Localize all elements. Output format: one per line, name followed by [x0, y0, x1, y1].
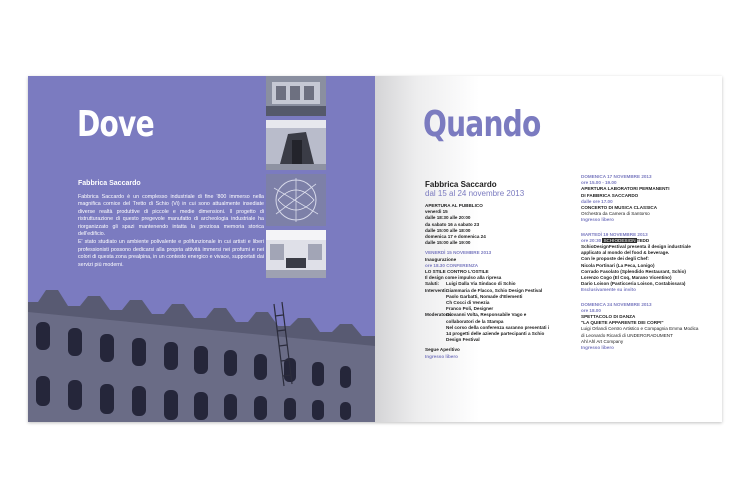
opening-heading: APERTURA AL PUBBLICO	[425, 203, 483, 208]
venue-paragraph-1: Fabbrica Saccardo è un complesso industriale di fine '800 immerso nella magnifica cornice del Tretto di Schio (Vi) in cui sono attualmente insediate diverse realtà produttive di piccole e medie dimensioni. Il progetto di ristrutturazione di questo pregevole manufatto di archeologia industriale ha riorganizzato gli spazi mantenendo intatta la preziosa memoria storica dell'edificio.	[78, 194, 264, 238]
conference-row: Ch Cocci di Venezia	[446, 300, 490, 306]
inauguration-time: ore 18.30 CONFERENZA	[425, 262, 479, 268]
schedule-column-left	[425, 180, 555, 360]
venue-label: Fabbrica Saccardo	[78, 180, 141, 187]
opening-line-5: domenica 17 e domenica 24	[425, 234, 486, 240]
venue-description	[78, 194, 264, 270]
event-day: DOMENICA 17 NOVEMBRE 2013	[581, 174, 652, 179]
event-line: applicato al mondo del food & beverage.	[581, 250, 670, 256]
conference-title: LO STILE CONTRO L'OSTILE	[425, 269, 489, 275]
right-page	[375, 76, 722, 422]
event-badge-tail: TEDD	[636, 237, 650, 243]
opening-line-2: dalle 18:30 alle 20:00	[425, 215, 471, 221]
conference-row: Interventi: Giammaria de Flacco, Schio Design Festival	[425, 287, 543, 293]
event-line: "LA QUIETE APPARENTE DEI CORPI"	[581, 320, 664, 326]
conference-row: Franco Poli, Designer	[446, 306, 494, 312]
inauguration-day: VENERDÌ 15 NOVEMBRE 2013	[425, 250, 492, 256]
event-line: SPETTACOLO DI DANZA	[581, 314, 636, 320]
event-line: Dario Loison (Pasticceria Loison, Costabissara)	[581, 281, 686, 287]
conference-row: Moderatore: Giovanni Volta, Responsabile Vago e collaboratori de la Stampa	[425, 312, 527, 324]
interior-photo-3	[266, 174, 326, 226]
event-badge: SCHIODESIGN	[603, 237, 636, 243]
conference-row: Paolo Garbatti, Nomade d'Elementi	[446, 293, 523, 299]
event-free-entry: Ingresso libero	[581, 345, 614, 351]
page-title-dove: Dove	[77, 104, 154, 145]
event-time: ore 15.00 - 19.00	[581, 180, 617, 186]
interior-photo-2	[266, 120, 326, 170]
event-time: ore 20:30	[581, 237, 602, 243]
photo-strip	[266, 76, 326, 286]
conference-subtitle: Il design come impulso alla ripresa	[425, 275, 502, 281]
event-line: CONCERTO DI MUSICA CLASSICA	[581, 205, 658, 211]
event-invite-only: Esclusivamente su invito	[581, 287, 636, 293]
opening-line-4: dalle 15:00 alle 18:00	[425, 227, 471, 233]
inauguration-heading: Inaugurazione	[425, 256, 457, 262]
event-time: ore 18.00	[581, 307, 601, 313]
event-line: Corrado Fasolato (Splendido Restaurant, Schio)	[581, 268, 686, 274]
event-line: Orchestra da Camera di Santorso	[581, 211, 650, 217]
brochure-spread	[28, 76, 722, 422]
left-page	[28, 76, 375, 422]
opening-line-1: venerdì 15	[425, 209, 448, 215]
event-note: di Leonardo Ricardi di UNDERGRADUMENT	[581, 332, 673, 338]
event-day: MARTEDÌ 19 NOVEMBRE 2013	[581, 231, 648, 237]
event-line: SchioDesignFestival presenta il design industriale	[581, 244, 691, 250]
interior-photo-4	[266, 230, 326, 278]
schedule-column-right	[581, 174, 711, 351]
schedule-venue: Fabbrica Saccardo	[425, 180, 497, 189]
event-day: DOMENICA 24 NOVEMBRE 2013	[581, 301, 652, 307]
event-time: dalle ore 17.00	[581, 198, 613, 204]
event-line: DI FABBRICA SACCARDO	[581, 192, 639, 198]
free-entry-note: Ingresso libero	[425, 353, 458, 359]
opening-line-3: da sabato 16 a sabato 23	[425, 221, 480, 227]
factory-building-photo	[28, 276, 375, 422]
event-line: Con le proposte dei degli Chef:	[581, 256, 649, 262]
event-line: APERTURA LABORATORI PERMANENTI	[581, 186, 670, 192]
venue-paragraph-2: E' stato studiato un ambiente polivalente e polifunzionale in cui artisti e liberi professionisti possono dedicarsi alla propria attività immersi nei profumi e nei colori di questa zona prealpina, in un contesto energico e vivace, supportati dai servizi più moderni.	[78, 239, 264, 268]
conference-row: Nel corso della conferenza saranno presentati i 14 progetti delle aziende partecipanti a Schio Design Festival	[446, 324, 550, 343]
conference-row: Saluti: Luigi Dalla Via Sindaco di Schio	[425, 281, 516, 287]
event-note: Ahl Ahl Art Company	[581, 338, 624, 344]
event-line: Lorenzo Cogo (El Coq, Marano Vicentino)	[581, 275, 672, 281]
schedule-dates: dal 15 al 24 novembre 2013	[425, 189, 525, 198]
event-note: Luigi Orlandi Centro Artistico e Compagnia Emma Modica	[581, 326, 699, 332]
event-free-entry: Ingresso libero	[581, 217, 614, 223]
interior-photo-1	[266, 76, 326, 116]
event-line: Nicola Portinari (La Peca, Lonigo)	[581, 262, 655, 268]
aperitivo-note: Segue Aperitivo	[425, 347, 460, 353]
page-title-quando: Quando	[423, 104, 541, 145]
opening-line-6: dalle 15:00 alle 19:00	[425, 240, 471, 246]
